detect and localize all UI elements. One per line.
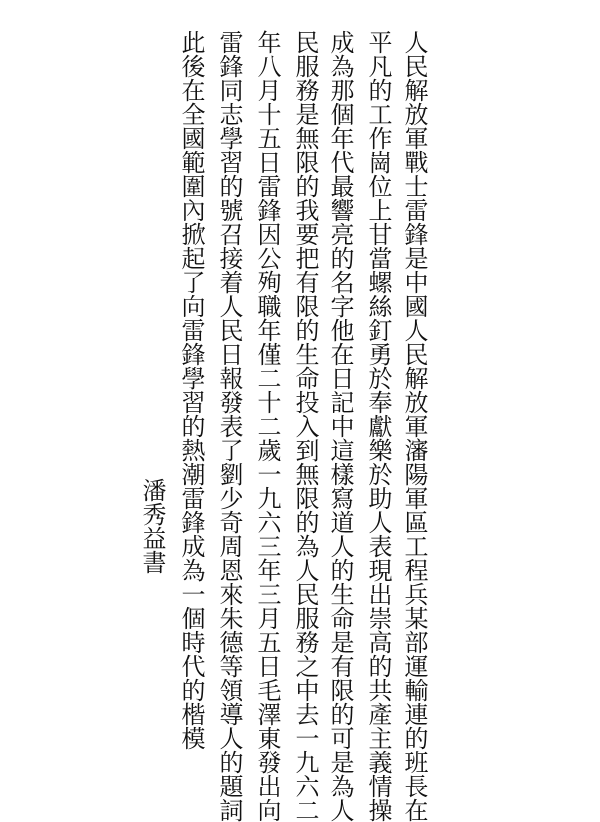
text-column-3: 成為那個年代最響亮的名字他在日記中這樣寫道人的生命是有限的可是為人 <box>326 30 354 822</box>
text-column-4: 民服務是無限的我要把有限的生命投入到無限的為人民服務之中去一九六二 <box>291 30 319 822</box>
text-column-1: 人民解放軍戰士雷鋒是中國人民解放軍瀋陽軍區工程兵某部運輸連的班長在 <box>400 30 428 822</box>
text-column-7: 此後在全國範圍內掀起了向雷鋒學習的熱潮雷鋒成為一個時代的楷模 <box>177 30 205 750</box>
signature: 潘秀益書 <box>138 478 166 574</box>
text-column-6: 雷鋒同志學習的號召接着人民日報發表了劉少奇周恩來朱德等領導人的題詞 <box>215 30 243 822</box>
text-column-2: 平凡的工作崗位上甘當螺絲釘勇於奉獻樂於助人表現出崇高的共產主義情操 <box>364 30 392 822</box>
text-column-5: 年八月十五日雷鋒因公殉職年僅二十二歲一九六三年三月五日毛澤東發出向 <box>253 30 281 822</box>
